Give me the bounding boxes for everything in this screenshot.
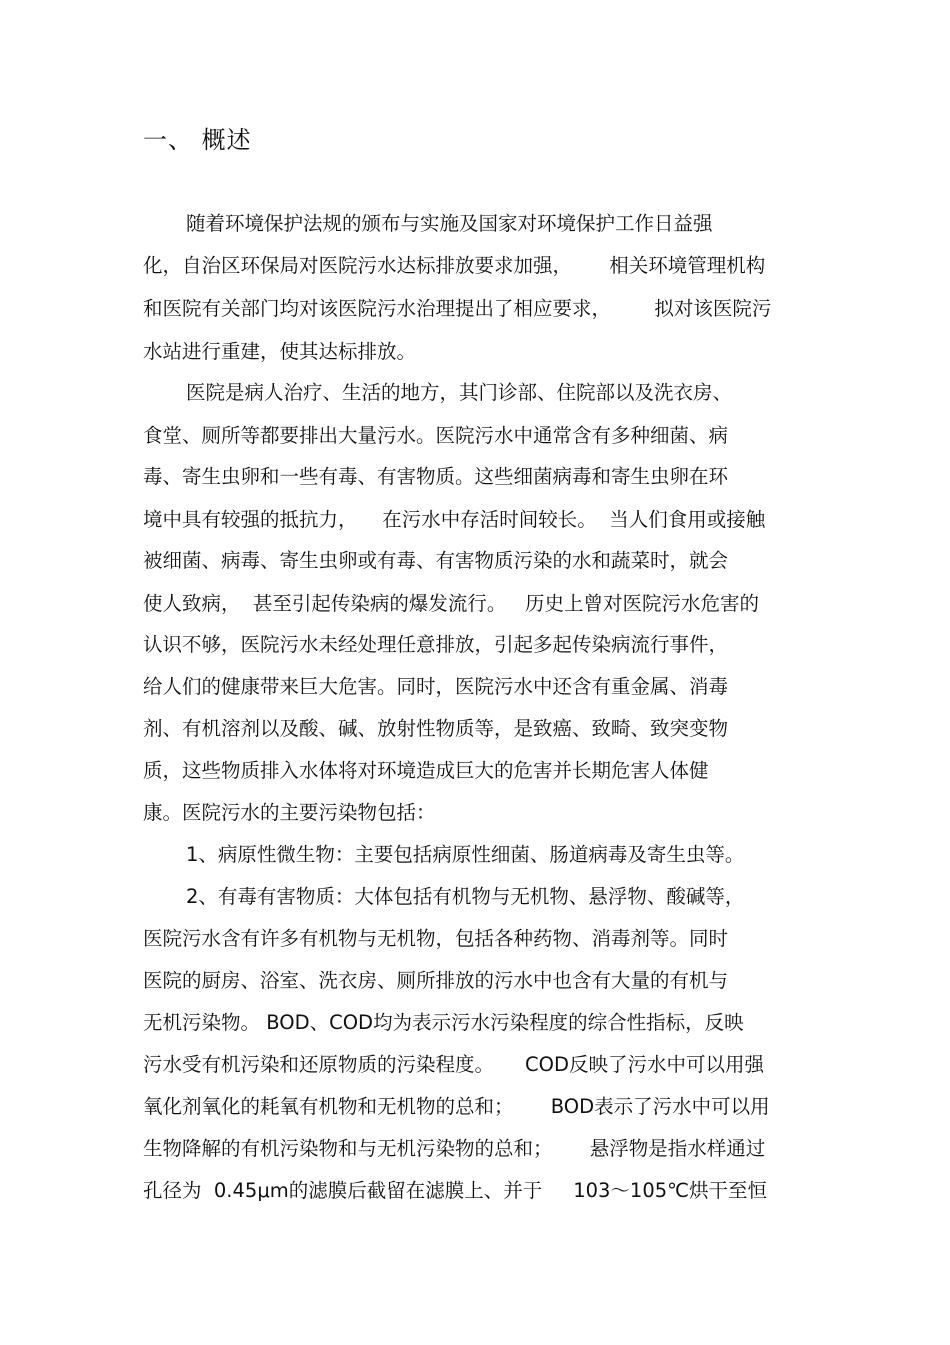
list-item: 1、病原性微生物：主要包括病原性细菌、肠道病毒及寄生虫等。 [186,843,745,866]
paragraph-line: 被细菌、病毒、寄生虫卵或有毒、有害物质污染的水和蔬菜时，就会 [143,549,729,572]
paragraph-line: 生物降解的有机污染物和与无机污染物的总和； 悬浮物是指水样通过 [143,1137,766,1160]
paragraph-line: 随着环境保护法规的颁布与实施及国家对环境保护工作日益强 [186,212,713,235]
paragraph-line: 医院的厨房、浴室、洗衣房、厕所排放的污水中也含有大量的有机与 [143,969,729,992]
paragraph-line: 认识不够，医院污水未经处理任意排放，引起多起传染病流行事件， [143,633,729,656]
paragraph-line: 氧化剂氧化的耗氧有机物和无机物的总和； BOD表示了污水中可以用 [143,1095,770,1118]
paragraph-line: 境中具有较强的抵抗力， 在污水中存活时间较长。 当人们食用或接触 [143,508,766,531]
paragraph-line: 毒、寄生虫卵和一些有毒、有害物质。这些细菌病毒和寄生虫卵在环 [143,465,729,488]
list-item: 2、有毒有害物质：大体包括有机物与无机物、悬浮物、酸碱等， [186,885,745,908]
paragraph-line: 食堂、厕所等都要排出大量污水。医院污水中通常含有多种细菌、病 [143,424,729,447]
paragraph-line: 医院是病人治疗、生活的地方，其门诊部、住院部以及洗衣房、 [186,381,733,404]
paragraph-line: 使人致病， 甚至引起传染病的爆发流行。 历史上曾对医院污水危害的 [143,592,759,615]
paragraph-line: 质，这些物质排入水体将对环境造成巨大的危害并长期危害人体健 [143,759,709,782]
paragraph-line: 给人们的健康带来巨大危害。同时，医院污水中还含有重金属、消毒 [143,675,729,698]
paragraph-line: 和医院有关部门均对该医院污水治理提出了相应要求， 拟对该医院污 [143,297,772,320]
paragraph-line: 医院污水含有许多有机物与无机物，包括各种药物、消毒剂等。同时 [143,927,729,950]
paragraph-line: 水站进行重建，使其达标排放。 [143,340,417,363]
paragraph-line: 康。医院污水的主要污染物包括： [143,801,436,824]
section-heading: 一、 概述 [143,126,252,154]
paragraph-line: 剂、有机溶剂以及酸、碱、放射性物质等，是致癌、致畸、致突变物 [143,717,729,740]
paragraph-line: 孔径为 0.45μm的滤膜后截留在滤膜上、并于 103～105℃烘干至恒 [143,1179,768,1202]
paragraph-line: 污水受有机污染和还原物质的污染程度。 COD反映了污水中可以用强 [143,1053,764,1076]
paragraph-line: 无机污染物。 BOD、COD均为表示污水污染程度的综合性指标，反映 [143,1011,744,1034]
paragraph-line: 化，自治区环保局对医院污水达标排放要求加强， 相关环境管理机构 [143,254,766,277]
